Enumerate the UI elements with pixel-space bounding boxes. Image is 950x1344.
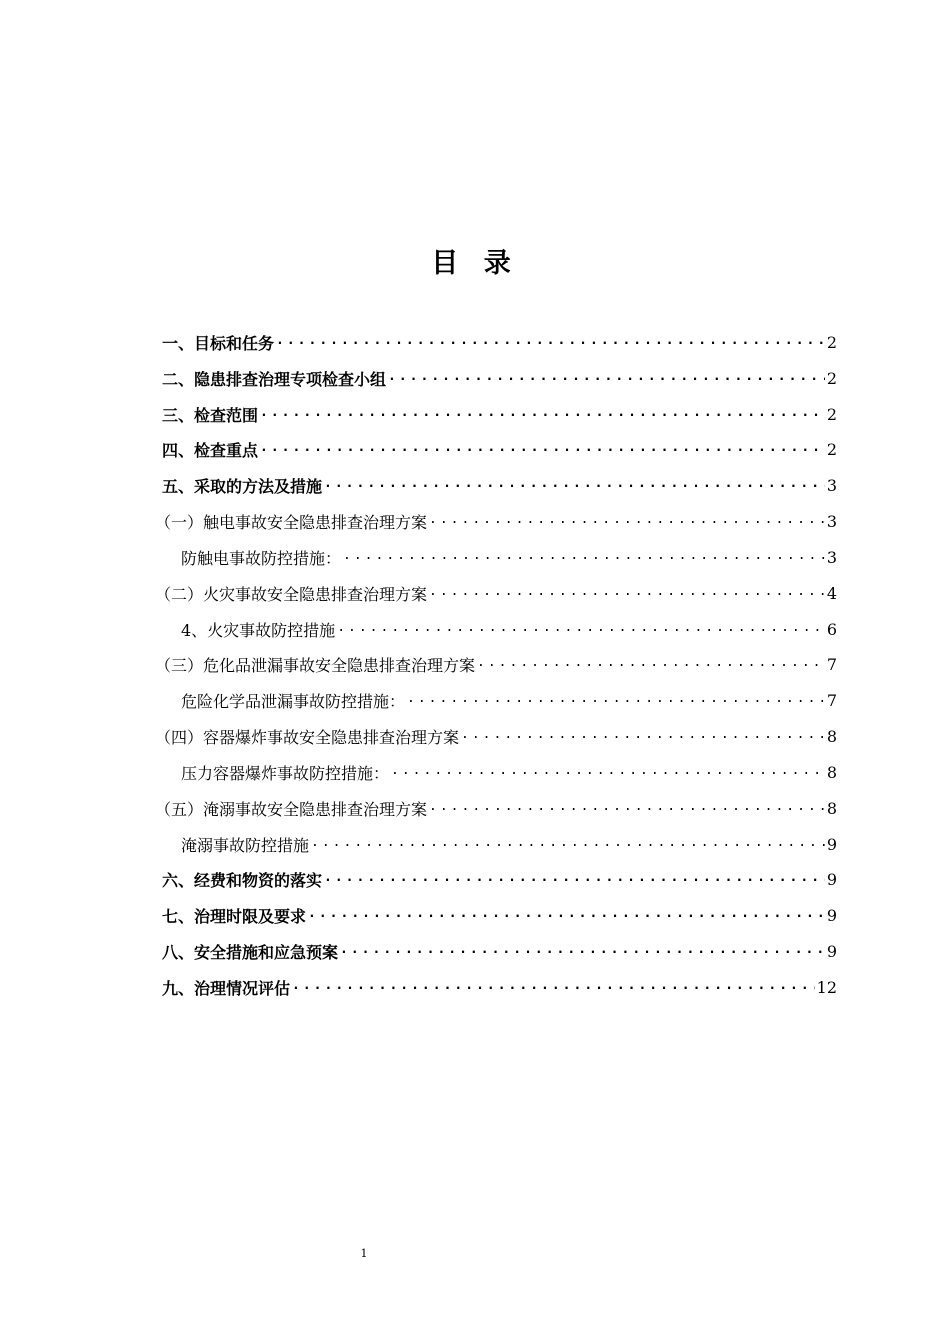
toc-entry[interactable] [181, 685, 837, 715]
toc-leader-dots [461, 727, 825, 742]
toc-entry-page: 2 [826, 404, 837, 424]
toc-entry-text: 二、隐患排查治理专项检查小组 [162, 369, 387, 389]
toc-entry-page: 6 [826, 619, 837, 639]
toc-entry[interactable] [181, 757, 837, 787]
toc-leader-dots [292, 978, 815, 993]
toc-entry[interactable] [162, 327, 837, 357]
toc-entry[interactable] [162, 864, 837, 894]
toc-leader-dots [308, 906, 825, 921]
toc-leader-dots [337, 620, 825, 635]
toc-leader-dots [324, 870, 825, 885]
toc-leader-dots [388, 369, 825, 384]
toc-entry[interactable] [162, 363, 837, 393]
toc-leader-dots [429, 584, 825, 599]
toc-entry-text: 六、经费和物资的落实 [162, 870, 323, 890]
toc-entry-text: 压力容器爆炸事故防控措施： [181, 763, 390, 783]
toc-leader-dots [429, 799, 825, 814]
toc-entry[interactable] [162, 972, 837, 1002]
toc-leader-dots [324, 476, 825, 491]
toc-entry[interactable] [155, 793, 837, 823]
toc-entry-page: 12 [816, 977, 837, 997]
toc-entry-text: （五）淹溺事故安全隐患排查治理方案 [155, 799, 428, 819]
toc-entry-text: 八、安全措施和应急预案 [162, 942, 339, 962]
toc-entry-text: （四）容器爆炸事故安全隐患排查治理方案 [155, 727, 460, 747]
toc-entry[interactable] [162, 399, 837, 429]
toc-entry-page: 7 [826, 690, 837, 710]
toc-leader-dots [477, 655, 825, 670]
toc-entry[interactable] [162, 470, 837, 500]
toc-entry-text: 危险化学品泄漏事故防控措施： [181, 691, 406, 711]
toc-leader-dots [407, 691, 825, 706]
toc-leader-dots [391, 763, 825, 778]
toc-entry[interactable] [155, 506, 837, 536]
toc-entry[interactable] [162, 936, 837, 966]
toc-entry[interactable] [181, 829, 837, 859]
toc-entry-page: 9 [826, 905, 837, 925]
toc-entry-page: 3 [826, 475, 837, 495]
toc-leader-dots [311, 835, 825, 850]
toc-entry-text: 淹溺事故防控措施 [181, 835, 310, 855]
toc-entry-page: 2 [826, 439, 837, 459]
toc-entry-text: 七、治理时限及要求 [162, 906, 307, 926]
toc-entry[interactable] [155, 578, 837, 608]
toc-entry[interactable] [162, 900, 837, 930]
toc-leader-dots [343, 548, 825, 563]
toc-leader-dots [276, 333, 825, 348]
toc-entry-page: 2 [826, 332, 837, 352]
toc-leader-dots [340, 942, 825, 957]
toc-entry-text: 九、治理情况评估 [162, 978, 291, 998]
toc-entry-page: 3 [826, 547, 837, 567]
toc-entry-page: 8 [826, 726, 837, 746]
toc-entry-page: 7 [826, 654, 837, 674]
toc-entry-page: 9 [826, 869, 837, 889]
toc-entry[interactable] [181, 614, 837, 644]
toc-entry-page: 3 [826, 511, 837, 531]
toc-entry[interactable] [155, 649, 837, 679]
toc-entry-page: 8 [826, 762, 837, 782]
toc-entry-text: （一）触电事故安全隐患排查治理方案 [155, 512, 428, 532]
toc-entry-page: 8 [826, 798, 837, 818]
toc-entry-text: 一、目标和任务 [162, 333, 275, 353]
toc-entry-text: 三、检查范围 [162, 405, 259, 425]
toc-entry-page: 4 [826, 583, 837, 603]
toc-entry[interactable] [155, 721, 837, 751]
toc-leader-dots [260, 405, 825, 420]
page-number: 1 [360, 1247, 368, 1260]
toc-entry-text: 4、火灾事故防控措施 [181, 620, 336, 640]
toc-entry-text: 四、检查重点 [162, 440, 259, 460]
toc-leader-dots [260, 440, 825, 455]
toc-entry-text: 五、采取的方法及措施 [162, 476, 323, 496]
toc-entry-page: 9 [826, 834, 837, 854]
toc-entry-page: 2 [826, 368, 837, 388]
toc-entry[interactable] [181, 542, 837, 572]
toc-title: 目 录 [431, 248, 519, 279]
toc-entry-text: 防触电事故防控措施： [181, 548, 342, 568]
toc-entry-text: （二）火灾事故安全隐患排查治理方案 [155, 584, 428, 604]
toc-leader-dots [429, 512, 825, 527]
toc-entry[interactable] [162, 434, 837, 464]
toc-entry-page: 9 [826, 941, 837, 961]
toc-entry-text: （三）危化品泄漏事故安全隐患排查治理方案 [155, 655, 476, 675]
